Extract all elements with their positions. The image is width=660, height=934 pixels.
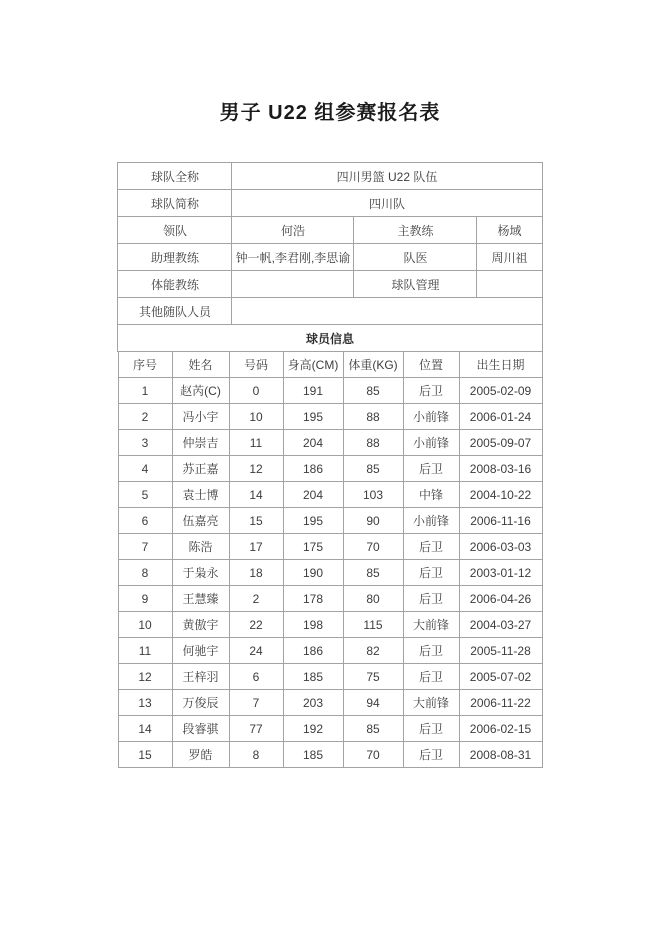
table-row [118,430,542,456]
cell-index: 8 [118,560,172,586]
cell-position: 小前锋 [403,430,459,456]
info-label: 球队简称 [118,190,232,217]
cell-name: 于枭永 [172,560,229,586]
cell-position: 大前锋 [403,690,459,716]
cell-position: 后卫 [403,534,459,560]
cell-number: 6 [229,664,283,690]
cell-position: 后卫 [403,378,459,404]
cell-position: 小前锋 [403,508,459,534]
cell-index: 14 [118,716,172,742]
cell-height: 186 [283,456,343,482]
cell-name: 万俊辰 [172,690,229,716]
cell-index: 11 [118,638,172,664]
cell-height: 198 [283,612,343,638]
other-staff-row [118,298,542,325]
cell-number: 0 [229,378,283,404]
cell-name: 黄傲宇 [172,612,229,638]
info-value: 钟一帆,李君刚,李思谕 [232,244,354,271]
cell-name: 仲崇吉 [172,430,229,456]
cell-position: 后卫 [403,586,459,612]
info-label: 队医 [354,244,477,271]
cell-number: 22 [229,612,283,638]
cell-name: 冯小宇 [172,404,229,430]
cell-height: 178 [283,586,343,612]
team-info-table [117,162,542,352]
cell-birthdate: 2008-03-16 [459,456,542,482]
cell-number: 10 [229,404,283,430]
cell-birthdate: 2005-02-09 [459,378,542,404]
column-header-name: 姓名 [172,352,229,378]
cell-number: 15 [229,508,283,534]
column-header-index: 序号 [118,352,172,378]
cell-birthdate: 2004-10-22 [459,482,542,508]
cell-height: 203 [283,690,343,716]
cell-birthdate: 2006-11-22 [459,690,542,716]
table-row [118,456,542,482]
info-label: 球队管理 [354,271,477,298]
table-row [118,638,542,664]
cell-number: 18 [229,560,283,586]
team-short-name-row [118,190,542,217]
cell-index: 7 [118,534,172,560]
cell-birthdate: 2005-11-28 [459,638,542,664]
cell-weight: 85 [343,716,403,742]
cell-height: 175 [283,534,343,560]
table-row [118,560,542,586]
cell-weight: 94 [343,690,403,716]
cell-index: 10 [118,612,172,638]
cell-position: 后卫 [403,560,459,586]
staff-row [118,244,542,271]
cell-height: 195 [283,404,343,430]
cell-number: 11 [229,430,283,456]
cell-position: 后卫 [403,638,459,664]
info-label: 球队全称 [118,163,232,190]
cell-weight: 115 [343,612,403,638]
table-row [118,716,542,742]
cell-position: 中锋 [403,482,459,508]
cell-index: 5 [118,482,172,508]
cell-index: 2 [118,404,172,430]
column-header-number: 号码 [229,352,283,378]
players-header-row [118,352,542,378]
cell-name: 罗皓 [172,742,229,768]
column-header-birthdate: 出生日期 [459,352,542,378]
info-value: 四川队 [232,190,542,217]
cell-weight: 85 [343,378,403,404]
staff-row [118,271,542,298]
cell-height: 195 [283,508,343,534]
table-row [118,690,542,716]
table-row [118,586,542,612]
cell-index: 13 [118,690,172,716]
table-row [118,742,542,768]
column-header-weight: 体重(KG) [343,352,403,378]
cell-number: 14 [229,482,283,508]
cell-position: 后卫 [403,456,459,482]
cell-number: 24 [229,638,283,664]
cell-index: 4 [118,456,172,482]
cell-birthdate: 2006-01-24 [459,404,542,430]
cell-position: 大前锋 [403,612,459,638]
cell-birthdate: 2005-09-07 [459,430,542,456]
cell-name: 陈浩 [172,534,229,560]
info-value: 四川男篮 U22 队伍 [232,163,542,190]
cell-birthdate: 2003-01-12 [459,560,542,586]
cell-index: 9 [118,586,172,612]
cell-index: 3 [118,430,172,456]
info-value: 杨域 [477,217,542,244]
cell-height: 185 [283,742,343,768]
cell-weight: 88 [343,404,403,430]
players-section-header-row [118,325,542,352]
table-row [118,482,542,508]
cell-position: 后卫 [403,664,459,690]
cell-name: 王梓羽 [172,664,229,690]
cell-name: 何驰宇 [172,638,229,664]
column-header-height: 身高(CM) [283,352,343,378]
cell-birthdate: 2006-04-26 [459,586,542,612]
players-section-title: 球员信息 [118,325,542,352]
cell-height: 185 [283,664,343,690]
cell-weight: 103 [343,482,403,508]
team-full-name-row [118,163,542,190]
info-value [232,298,542,325]
cell-height: 204 [283,430,343,456]
table-row [118,534,542,560]
table-row [118,378,542,404]
cell-name: 苏正嘉 [172,456,229,482]
cell-name: 赵芮(C) [172,378,229,404]
cell-weight: 85 [343,560,403,586]
info-value: 何浩 [232,217,354,244]
cell-weight: 90 [343,508,403,534]
players-tbody [118,378,542,768]
cell-index: 6 [118,508,172,534]
info-label: 其他随队人员 [118,298,232,325]
cell-index: 12 [118,664,172,690]
info-label: 主教练 [354,217,477,244]
cell-birthdate: 2008-08-31 [459,742,542,768]
table-row [118,612,542,638]
staff-row [118,217,542,244]
cell-position: 后卫 [403,716,459,742]
cell-weight: 75 [343,664,403,690]
cell-birthdate: 2006-02-15 [459,716,542,742]
info-label: 助理教练 [118,244,232,271]
cell-name: 袁士博 [172,482,229,508]
cell-weight: 70 [343,742,403,768]
cell-birthdate: 2004-03-27 [459,612,542,638]
cell-name: 段睿骐 [172,716,229,742]
cell-birthdate: 2006-11-16 [459,508,542,534]
cell-birthdate: 2005-07-02 [459,664,542,690]
table-row [118,404,542,430]
table-row [118,508,542,534]
cell-position: 小前锋 [403,404,459,430]
info-value [477,271,542,298]
info-value: 周川祖 [477,244,542,271]
cell-number: 77 [229,716,283,742]
cell-name: 伍嘉亮 [172,508,229,534]
info-label: 体能教练 [118,271,232,298]
cell-weight: 82 [343,638,403,664]
cell-position: 后卫 [403,742,459,768]
cell-height: 191 [283,378,343,404]
cell-number: 2 [229,586,283,612]
cell-weight: 88 [343,430,403,456]
cell-weight: 80 [343,586,403,612]
cell-name: 王慧臻 [172,586,229,612]
players-table [118,351,543,768]
info-label: 领队 [118,217,232,244]
column-header-position: 位置 [403,352,459,378]
cell-birthdate: 2006-03-03 [459,534,542,560]
cell-height: 190 [283,560,343,586]
info-value [232,271,354,298]
cell-height: 204 [283,482,343,508]
page-title: 男子 U22 组参赛报名表 [219,102,441,124]
cell-height: 192 [283,716,343,742]
cell-weight: 70 [343,534,403,560]
cell-index: 1 [118,378,172,404]
cell-index: 15 [118,742,172,768]
cell-number: 17 [229,534,283,560]
table-row [118,664,542,690]
cell-number: 12 [229,456,283,482]
cell-height: 186 [283,638,343,664]
cell-number: 7 [229,690,283,716]
cell-number: 8 [229,742,283,768]
cell-weight: 85 [343,456,403,482]
